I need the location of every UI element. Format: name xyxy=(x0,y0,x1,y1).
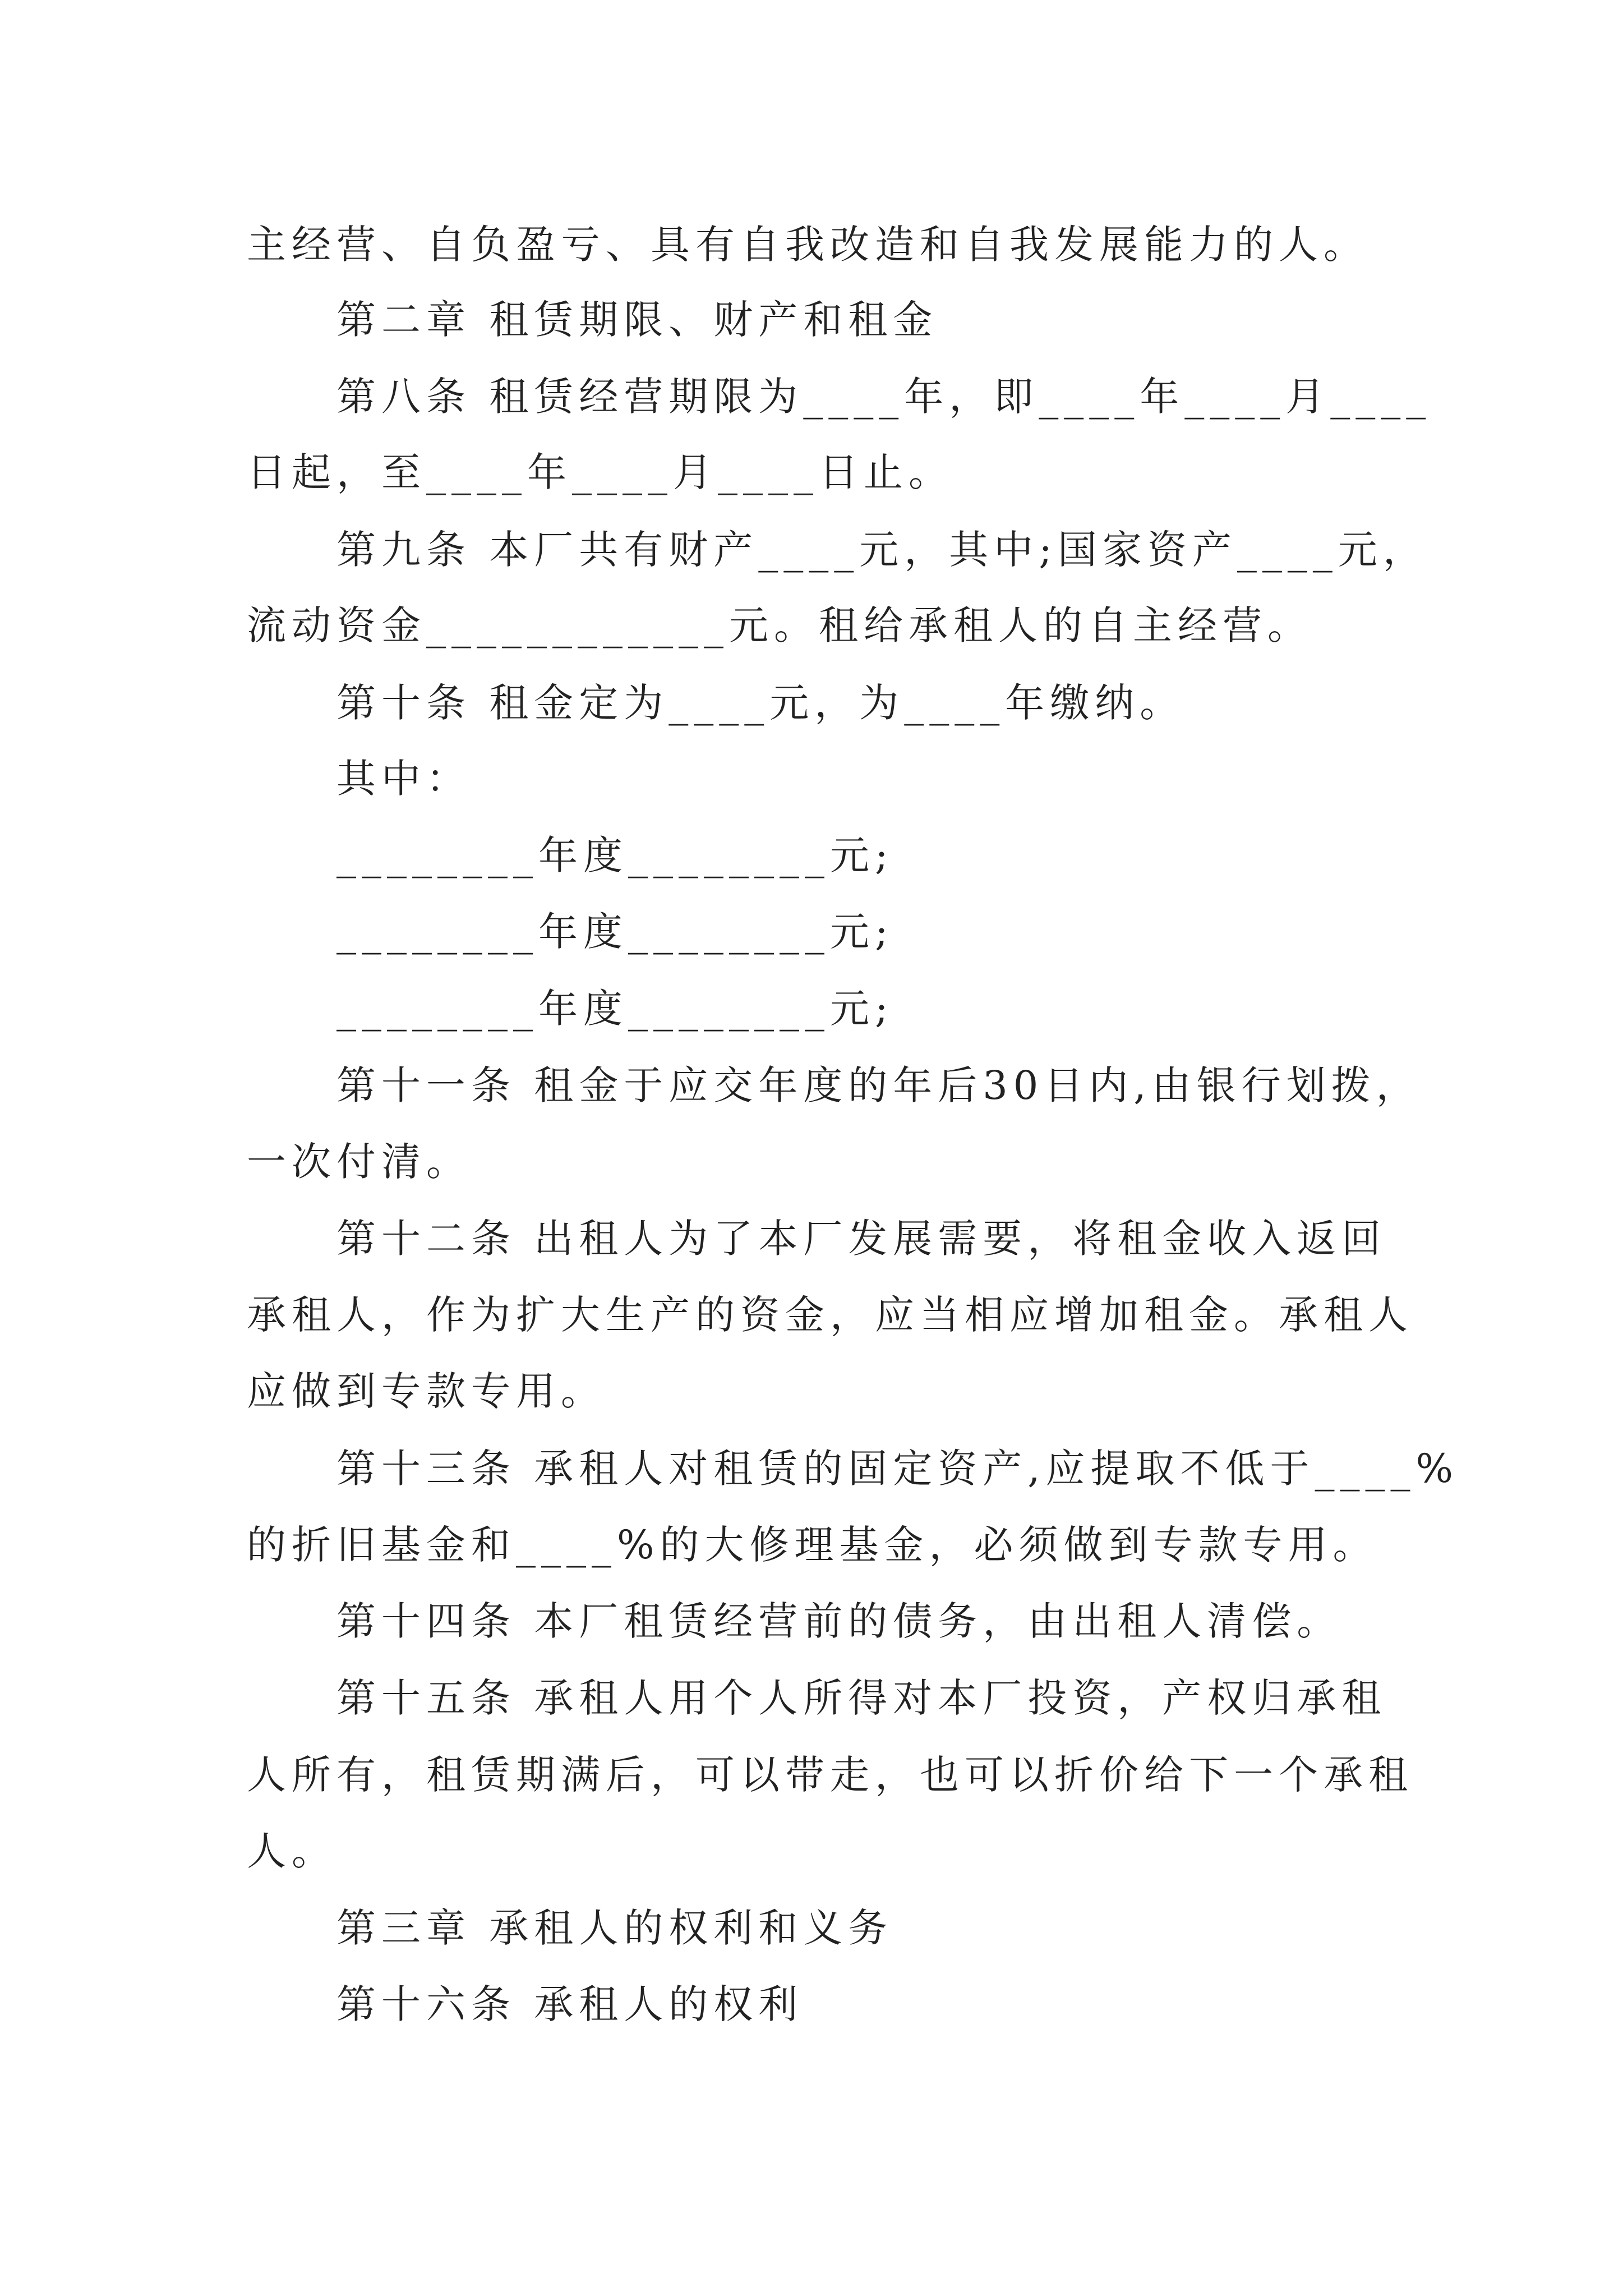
rent-year-line: ________年度________元; xyxy=(336,832,894,878)
article-10-line: 第十条 租金定为____元，为____年缴纳。 xyxy=(336,680,1185,726)
chapter-heading: 第二章 租赁期限、财产和租金 xyxy=(336,297,938,343)
article-8-line: 第八条 租赁经营期限为____年，即____年____月____ xyxy=(336,374,1432,420)
paragraph-line: 流动资金____________元。租给承租人的自主经营。 xyxy=(247,602,1312,648)
paragraph-line: 主经营、自负盈亏、具有自我改造和自我发展能力的人。 xyxy=(247,222,1368,268)
paragraph-line: 一次付清。 xyxy=(247,1139,471,1185)
paragraph-line: 其中： xyxy=(336,756,471,802)
article-11-line: 第十一条 租金于应交年度的年后30日内,由银行划拨， xyxy=(336,1062,1421,1108)
paragraph-line: 承租人，作为扩大生产的资金，应当相应增加租金。承租人 xyxy=(247,1292,1413,1338)
article-14-line: 第十四条 本厂租赁经营前的债务，由出租人清偿。 xyxy=(336,1598,1342,1644)
article-16-line: 第十六条 承租人的权利 xyxy=(336,1981,804,2027)
paragraph-line: 人。 xyxy=(247,1828,336,1874)
paragraph-line: 的折旧基金和____%的大修理基金，必须做到专款专用。 xyxy=(247,1522,1378,1568)
article-9-line: 第九条 本厂共有财产____元，其中;国家资产____元， xyxy=(336,527,1428,573)
rent-year-line: ________年度________元; xyxy=(336,909,894,955)
rent-year-line: ________年度________元; xyxy=(336,986,894,1032)
article-15-line: 第十五条 承租人用个人所得对本厂投资，产权归承租 xyxy=(336,1675,1387,1721)
paragraph-line: 人所有，租赁期满后，可以带走，也可以折价给下一个承租 xyxy=(247,1752,1413,1798)
article-13-line: 第十三条 承租人对租赁的固定资产,应提取不低于____% xyxy=(336,1446,1459,1492)
paragraph-line: 日起，至____年____月____日止。 xyxy=(247,449,953,495)
paragraph-line: 应做到专款专用。 xyxy=(247,1368,606,1414)
article-12-line: 第十二条 出租人为了本厂发展需要，将租金收入返回 xyxy=(336,1216,1387,1262)
chapter-heading: 第三章 承租人的权利和义务 xyxy=(336,1905,893,1951)
